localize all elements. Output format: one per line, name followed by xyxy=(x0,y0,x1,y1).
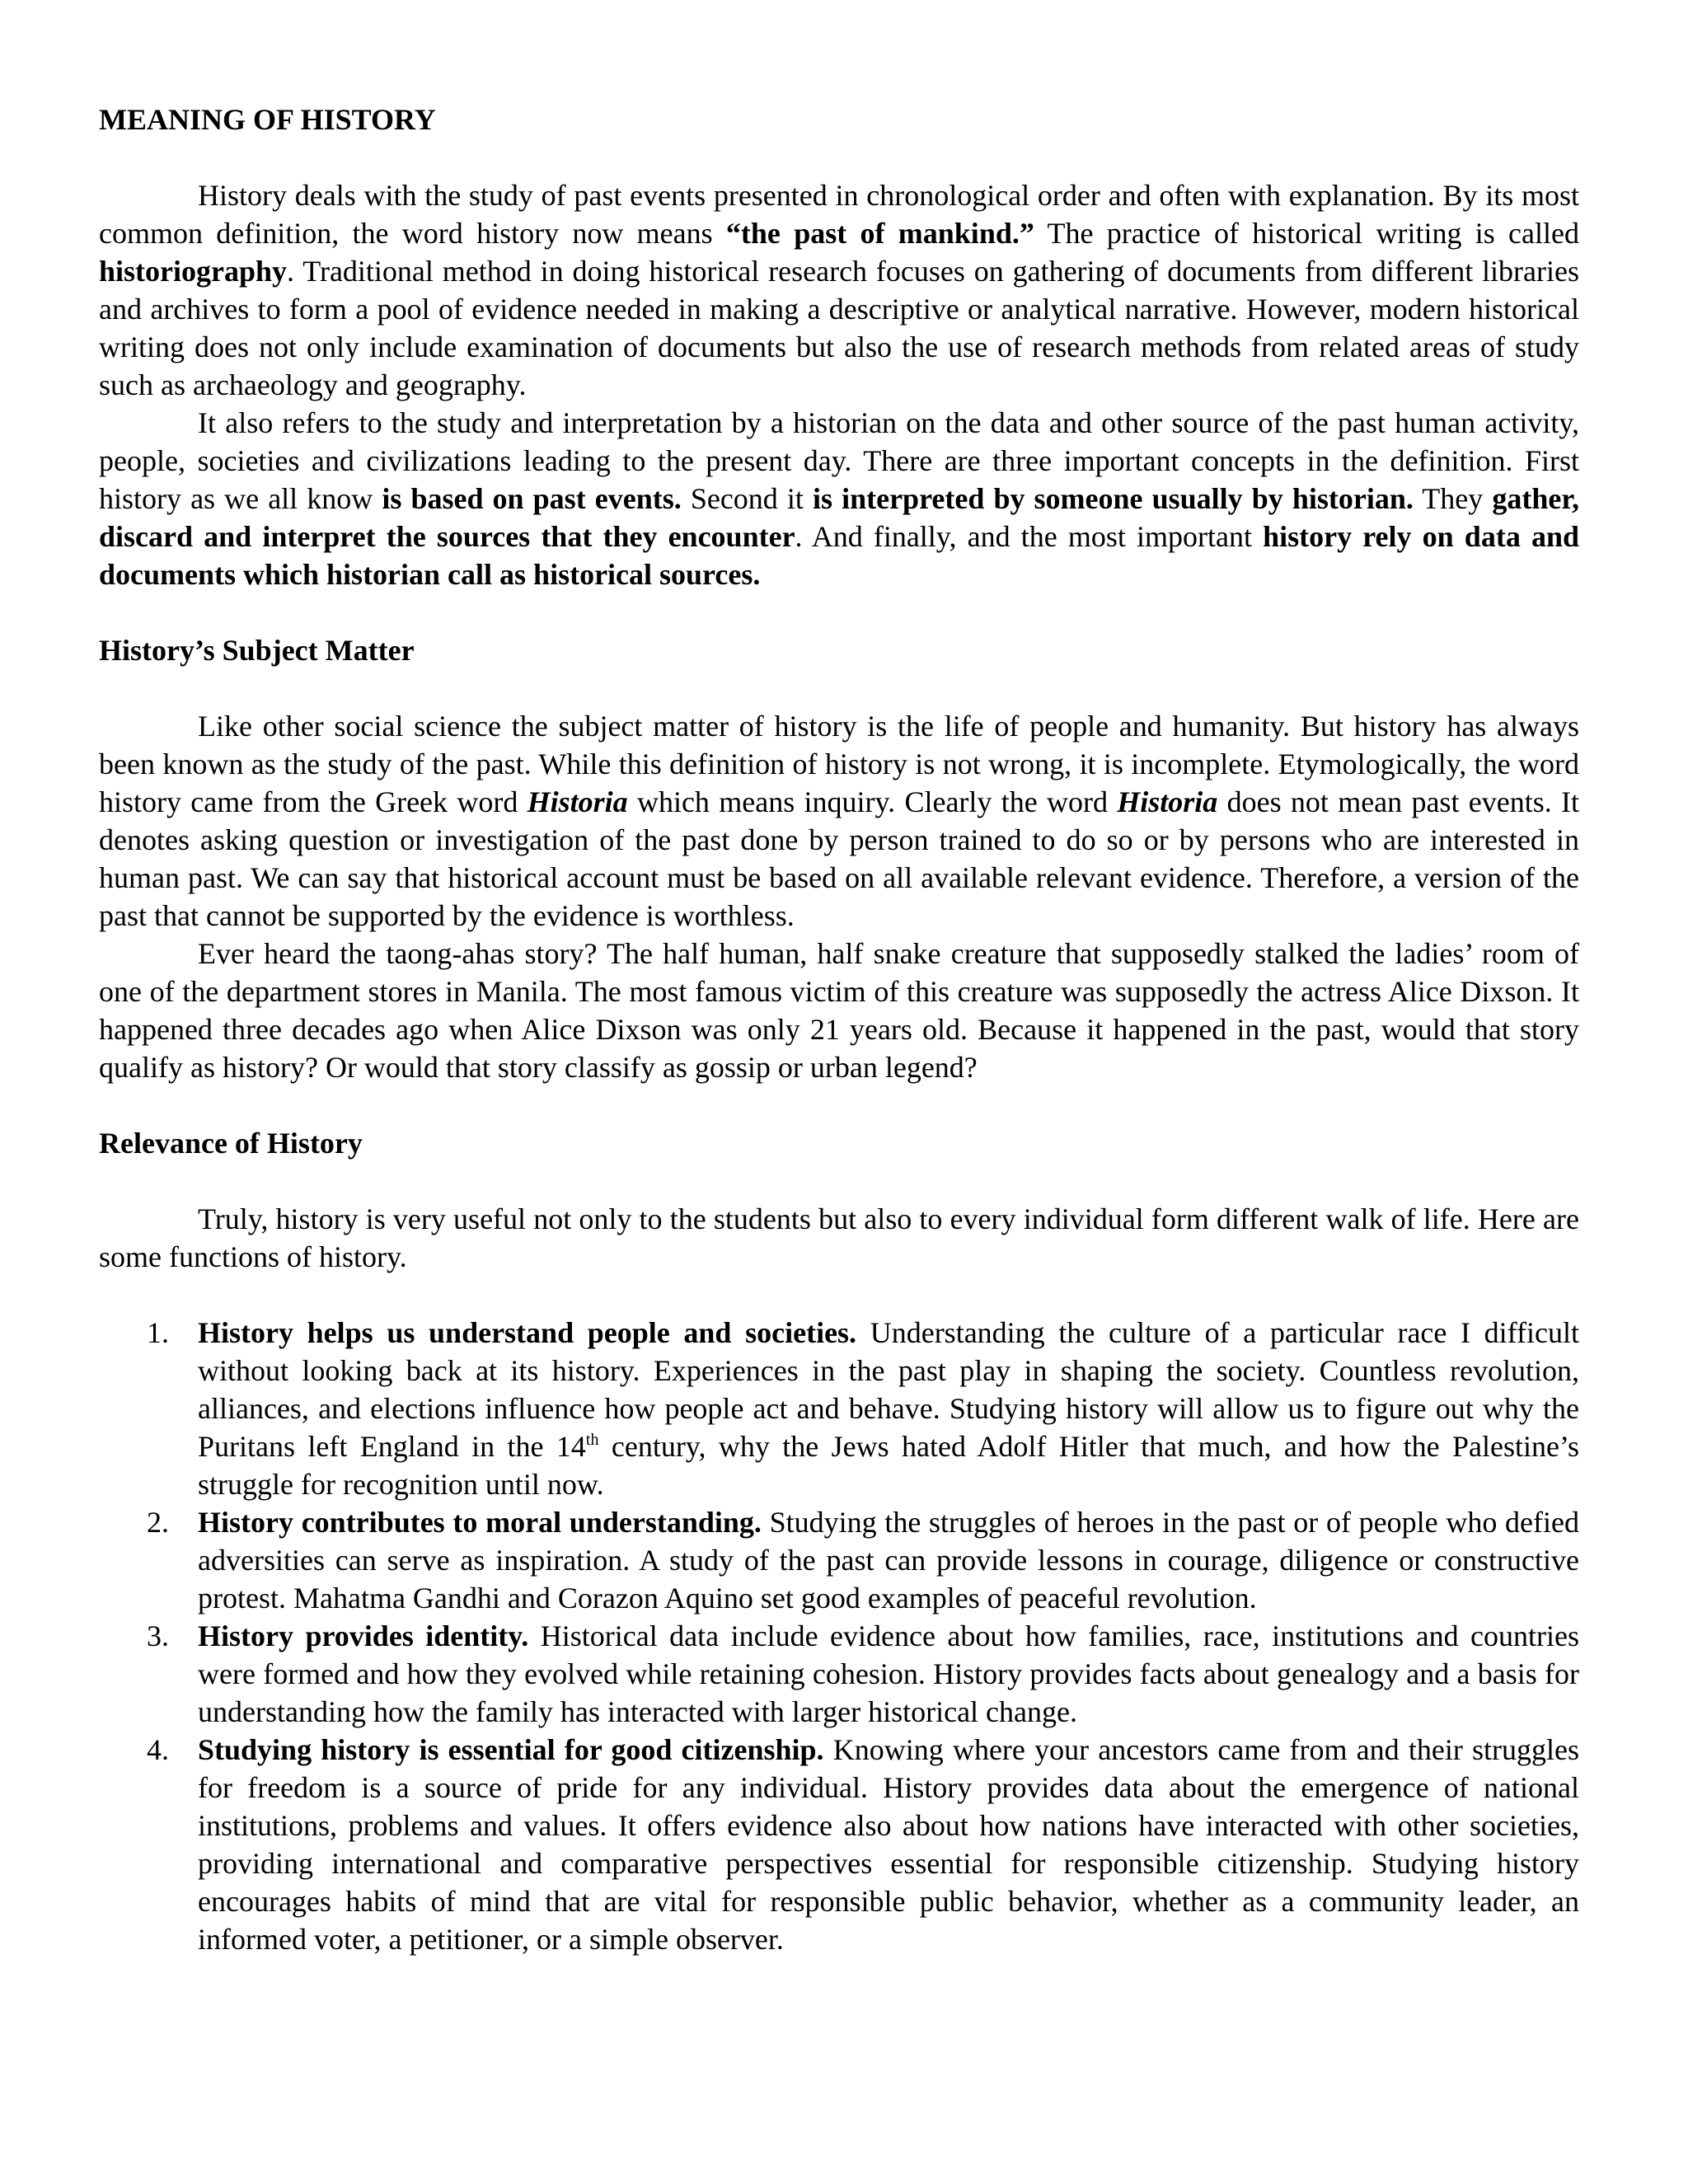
list-item: 2. History contributes to moral understanding. Studying the struggles of heroes in the past or of people who defied adversities can serve as inspiration. A study of the past can provide lessons in courage, diligence or constructive protest. Mahatma Gandhi and Corazon Aquino set good examples of peaceful revolution. xyxy=(147,1506,1580,1615)
list-item: 1. History helps us understand people and societies. Understanding the culture of a particular race I difficult without looking back at its history. Experiences in the past play in shaping the society. Countless revolution, alliances, and elections influence how people act and behave. Studying history will allow us to figure out why the Puritans left England in the 14th century, why the Jews hated Adolf Hitler that much, and how the Palestine’s struggle for recognition until now. xyxy=(147,1316,1580,1501)
paragraph-subject-matter: Like other social science the subject matter of history is the life of people and humanity. But history has always been known as the study of the past. While this definition of history is not wrong, it is incomplete. Etymologically, the word history came from the Greek word Historia which means inquiry. Clearly the word Historia does not mean past events. It denotes asking question or investigation of the past done by person trained to do so or by persons who are interested in human past. We can say that historical account must be based on all available relevant evidence. Therefore, a version of the past that cannot be supported by the evidence is worthless. xyxy=(99,710,1580,932)
section-title-relevance: Relevance of History xyxy=(99,1127,363,1160)
paragraph-taong-ahas: Ever heard the taong-ahas story? The half human, half snake creature that supposedly stalked the ladies’ room of one of the department stores in Manila. The most famous victim of this creature was supposedly the actress Alice Dixson. It happened three decades ago when Alice Dixson was only 21 years old. Because it happened in the past, would that story qualify as history? Or would that story classify as gossip or urban legend? xyxy=(99,937,1579,1084)
section-title-subject-matter: History’s Subject Matter xyxy=(99,634,415,667)
section-title-meaning-of-history: MEANING OF HISTORY xyxy=(99,103,436,136)
list-item: 4. Studying history is essential for good citizenship. Knowing where your ancestors came from and their struggles for freedom is a source of pride for any individual. History provides data about the emergence of national institutions, problems and values. It offers evidence also about how nations have interacted with other societies, providing international and comparative perspectives essential for responsible citizenship. Studying history encourages habits of mind that are vital for responsible public behavior, whether as a community leader, an informed voter, a petitioner, or a simple observer. xyxy=(147,1733,1579,1956)
functions-list xyxy=(99,1314,1579,1958)
list-item: 3. History provides identity. Historical data include evidence about how families, race, institutions and countries were formed and how they evolved while retaining cohesion. History provides facts about genealogy and a basis for understanding how the family has interacted with larger historical change. xyxy=(147,1619,1579,1728)
paragraph-relevance-intro: Truly, history is very useful not only to the students but also to every individual form different walk of life. Here are some functions of history. xyxy=(99,1202,1579,1273)
paragraph-history-definition: History deals with the study of past events presented in chronological order and often with explanation. By its most common definition, the word history now means “the past of mankind.” The practice of historical writing is called historiography. Traditional method in doing historical research focuses on gathering of documents from different libraries and archives to form a pool of evidence needed in making a descriptive or analytical narrative. However, modern historical writing does not only include examination of documents but also the use of research methods from related areas of study such as archaeology and geography. xyxy=(99,179,1579,401)
paragraph-three-concepts: It also refers to the study and interpretation by a historian on the data and other source of the past human activity, people, societies and civilizations leading to the present day. There are three important concepts in the definition. First history as we all know is based on past events. Second it is interpreted by someone usually by historian. They gather, discard and interpret the sources that they encounter. And finally, and the most important history rely on data and documents which historian call as historical sources. xyxy=(99,406,1580,591)
